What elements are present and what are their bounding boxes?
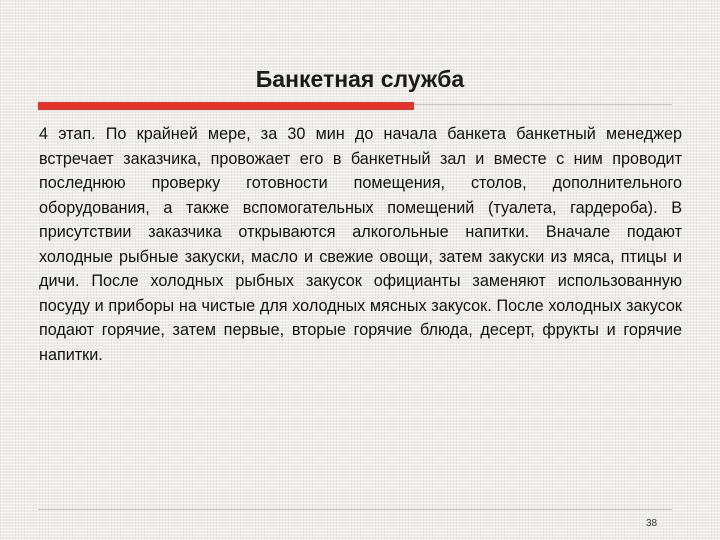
slide-title: Банкетная служба (255, 66, 465, 92)
slide-body-text: 4 этап. По крайней мере, за 30 мин до начала банкета банкетный менеджер встречает заказчика, провожает его в банкетный зал и вместе с ним проводит последнюю проверку готовности помещения, столов, дополнительного оборудования, а также вспомогательных помещений (туалета, гардероба). В присутствии заказчика открываются алкогольные напитки. Вначале подают холодные рыбные закуски, масло и свежие овощи, затем закуски из мяса, птицы и дичи. После холодных рыбных закусок официанты заменяют использованную посуду и приборы на чистые для холодных мясных закусок. После холодных закусок подают горячие, затем первые, вторые горячие блюда, десерт, фрукты и горячие напитки. (39, 125, 682, 364)
title-accent-bar (38, 102, 414, 110)
page-number: 38 (646, 518, 658, 529)
footer-divider (38, 509, 672, 510)
